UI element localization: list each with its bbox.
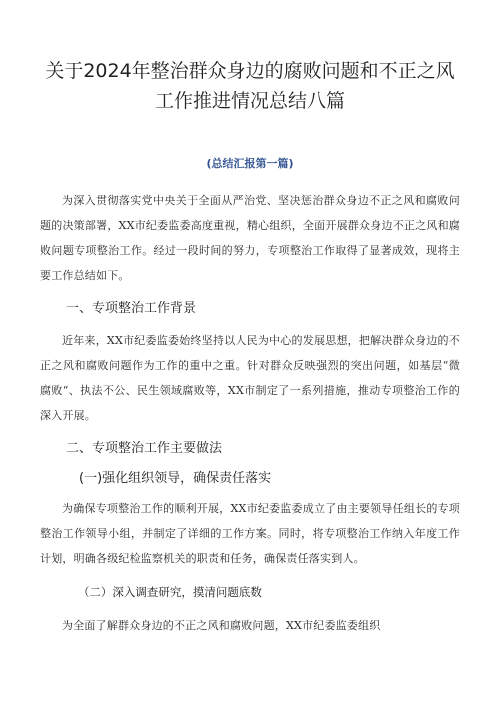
subsection2-heading: （二）深入调查研究，摸清问题底数	[77, 585, 262, 599]
intro-paragraph: 为深入贯彻落实党中央关于全面从严治党、坚决惩治群众身边不正之风和腐败问题的决策部署，XX市纪委监委高度重视，精心组织，全面开展群众身边不正之风和腐败问题专项整治工作。经过一段时间的努力，专项整治工作取得了显著成效，现将主要工作总结如下。	[40, 194, 460, 282]
section1-heading: 一、专项整治工作背景	[66, 301, 197, 316]
section1-paragraph: 近年来，XX市纪委监委始终坚持以人民为中心的发展思想，把解决群众身边的不正之风和腐败问题作为工作的重中之重。针对群众反映强烈的突出问题，如基层“微腐败“、执法不公、民生领域腐败等，XX市制定了一系列措施，推动专项整治工作的深入开展。	[40, 334, 460, 422]
subsection1-paragraph: 为确保专项整治工作的顺利开展，XX市纪委监委成立了由主要领导任组长的专项整治工作领导小组，并制定了详细的工作方案。同时，将专项整治工作纳入年度工作计划，明确各级纪检监察机关的职责和任务，确保责任落实到人。	[40, 502, 460, 565]
subsection1-heading: (一)强化组织领导，确保责任落实	[79, 471, 272, 486]
section2-heading: 二、专项整治工作主要做法	[66, 441, 223, 456]
document-subtitle: (总结汇报第一篇)	[206, 157, 294, 170]
subsection2-paragraph: 为全面了解群众身边的不正之风和腐败问题，XX市纪委监委组织	[62, 619, 381, 632]
document-title: 关于2024年整治群众身边的腐败问题和不正之风工作推进情况总结八篇	[45, 60, 455, 112]
